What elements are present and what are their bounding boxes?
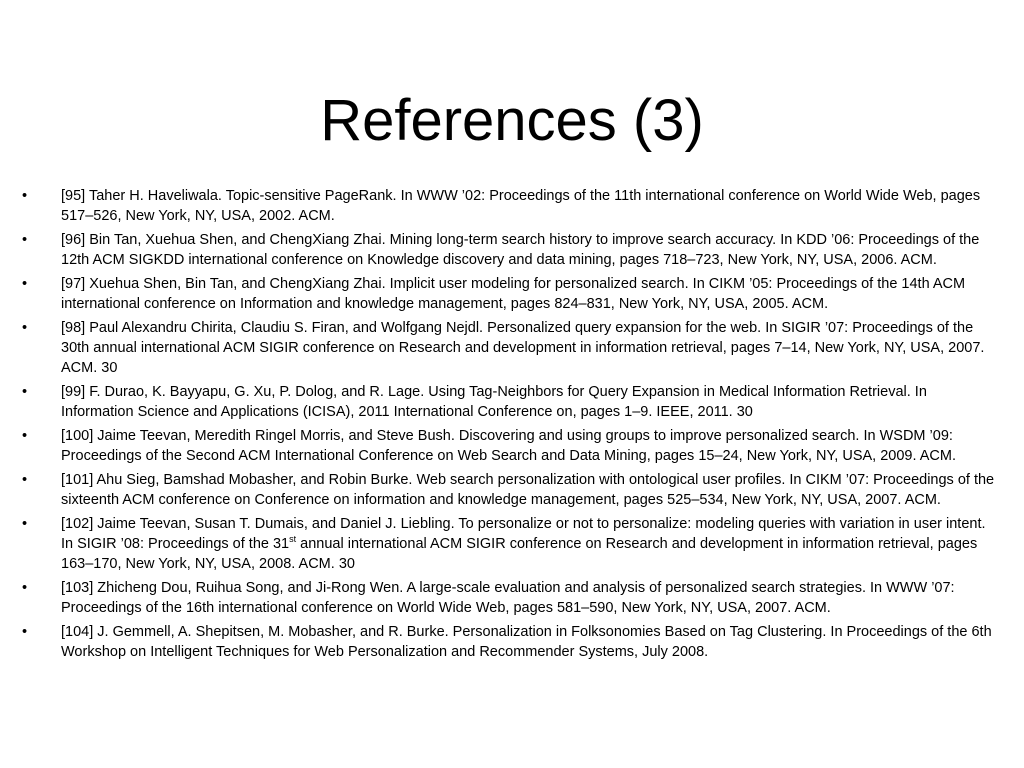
reference-item [0, 514, 1024, 574]
bullet-icon: • [22, 472, 28, 488]
reference-item [0, 274, 1024, 314]
bullet-icon: • [22, 320, 28, 336]
reference-item [0, 470, 1024, 510]
reference-item [0, 318, 1024, 378]
reference-text: [98] Paul Alexandru Chirita, Claudiu S. Firan, and Wolfgang Nejdl. Personalized query expansion for the web. In SIGIR ’07: Proceedings of the 30th annual international ACM SIGIR conference on Research and development in information retrieval, pages 7–14, New York, NY, USA, 2007. ACM. 30 [61, 320, 985, 376]
reference-item [0, 622, 1024, 662]
bullet-icon: • [22, 516, 28, 532]
reference-item [0, 230, 1024, 270]
reference-text: [100] Jaime Teevan, Meredith Ringel Morris, and Steve Bush. Discovering and using groups to improve personalized search. In WSDM ’09: Proceedings of the Second ACM International Conference on Web Search and Data Mining, pages 15–24, New York, NY, USA, 2009. ACM. [61, 428, 956, 464]
reference-text: [97] Xuehua Shen, Bin Tan, and ChengXiang Zhai. Implicit user modeling for personalized search. In CIKM ’05: Proceedings of the 14th ACM international conference on Information and knowledge management, pages 824–831, New York, NY, USA, 2005. ACM. [61, 276, 966, 312]
reference-item [0, 426, 1024, 466]
bullet-icon: • [22, 232, 28, 248]
slide-title: References (3) [320, 88, 704, 153]
reference-text: [103] Zhicheng Dou, Ruihua Song, and Ji-Rong Wen. A large-scale evaluation and analysis of personalized search strategies. In WWW ’07: Proceedings of the 16th international conference on World Wide Web, pages 581–590, New York, NY, USA, 2007. ACM. [61, 580, 955, 616]
reference-text: [104] J. Gemmell, A. Shepitsen, M. Mobasher, and R. Burke. Personalization in Folksonomies Based on Tag Clustering. In Proceedings of the 6th Workshop on Intelligent Techniques for Web Personalization and Recommender Systems, July 2008. [61, 624, 992, 660]
reference-text: [99] F. Durao, K. Bayyapu, G. Xu, P. Dolog, and R. Lage. Using Tag-Neighbors for Query Expansion in Medical Information Retrieval. In Information Science and Applications (ICISA), 2011 International Conference on, pages 1–9. IEEE, 2011. 30 [61, 384, 927, 420]
reference-text [61, 516, 986, 572]
bullet-icon: • [22, 188, 28, 204]
reference-list [0, 186, 1024, 666]
reference-item [0, 382, 1024, 422]
reference-text: [96] Bin Tan, Xuehua Shen, and ChengXiang Zhai. Mining long-term search history to improve search accuracy. In KDD ’06: Proceedings of the 12th ACM SIGKDD international conference on Knowledge discovery and data mining, pages 718–723, New York, NY, USA, 2006. ACM. [61, 232, 980, 268]
reference-item [0, 186, 1024, 226]
bullet-icon: • [22, 580, 28, 596]
reference-text: [95] Taher H. Haveliwala. Topic-sensitive PageRank. In WWW ’02: Proceedings of the 11th international conference on World Wide Web, pages 517–526, New York, NY, USA, 2002. ACM. [61, 188, 981, 224]
reference-text: [101] Ahu Sieg, Bamshad Mobasher, and Robin Burke. Web search personalization with ontological user profiles. In CIKM ’07: Proceedings of the sixteenth ACM conference on Conference on information and knowledge management, pages 525–534, New York, NY, USA, 2007. ACM. [61, 472, 995, 508]
bullet-icon: • [22, 384, 28, 400]
reference-item [0, 578, 1024, 618]
ordinal-superscript: st [289, 534, 297, 545]
reference-text-part: annual international ACM SIGIR conference on Research and development in information retrieval, pages 163–170, New York, NY, USA, 2008. ACM. 30 [61, 536, 978, 572]
bullet-icon: • [22, 428, 28, 444]
bullet-icon: • [22, 624, 28, 640]
reference-text-part: [102] Jaime Teevan, Susan T. Dumais, and Daniel J. Liebling. To personalize or not to personalize: modeling queries with variation in user intent. In SIGIR ’08: Proceedings of the 31 [61, 516, 986, 552]
bullet-icon: • [22, 276, 28, 292]
